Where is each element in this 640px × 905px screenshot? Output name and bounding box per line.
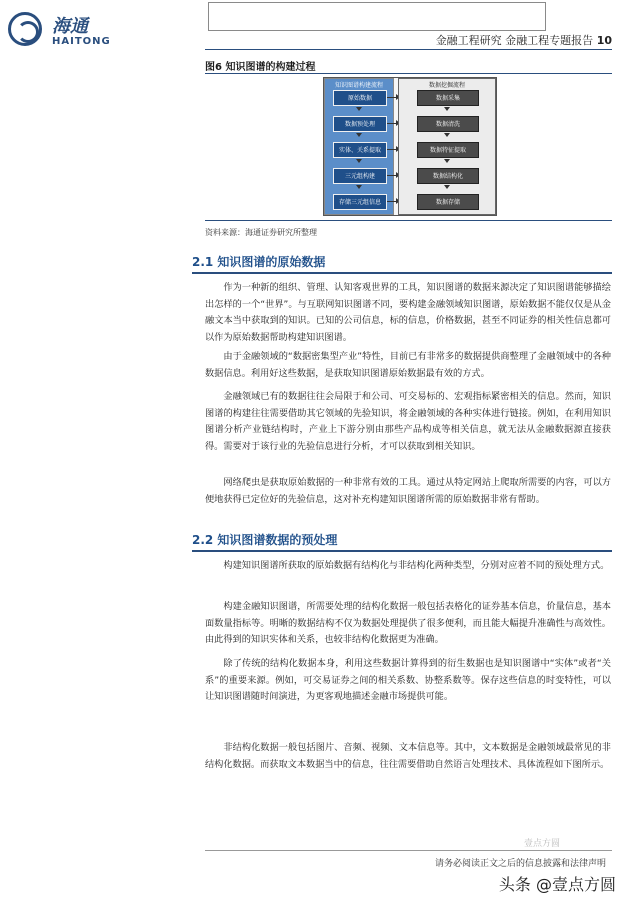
arrow-right-icon <box>387 175 397 176</box>
mining-step-3: 数据特征提取 <box>417 142 479 158</box>
section-2-2-paragraph: 除了传统的结构化数据本身，利用这些数据计算得到的衍生数据也是知识图谱中“实体”或者“关系”的重要来源。例如，可交易证券之间的相关系数、协整系数等。保存这些信息的时变特性，可以让知识图谱随时间演进，为更客观地描述金融市场提供可能。 <box>205 658 611 702</box>
section-2-2-rule <box>192 550 612 552</box>
logo-en-text: HAITONG <box>52 36 111 47</box>
arrow-right-icon <box>387 149 397 150</box>
figure-caption: 图6 知识图谱的构建过程 <box>205 62 316 73</box>
section-2-2-paragraph: 构建知识图谱所获取的原始数据有结构化与非结构化两种类型，分别对应着不同的预处理方式。 <box>223 560 610 571</box>
header-divider <box>205 49 612 50</box>
section-2-1-title: 2.1 知识图谱的原始数据 <box>192 255 326 269</box>
mining-step-1: 数据采集 <box>417 90 479 106</box>
kg-step-2: 数据预处理 <box>333 116 387 132</box>
disclaimer-note: 请务必阅读正文之后的信息披露和法律声明 <box>434 859 606 869</box>
kg-flow-column <box>324 78 394 215</box>
section-2-1-rule <box>192 272 612 274</box>
logo-cn-text: 海通 <box>52 16 88 37</box>
arrow-down-icon <box>356 107 362 111</box>
kg-step-4: 三元组构建 <box>333 168 387 184</box>
mining-step-5: 数据存储 <box>417 194 479 210</box>
mining-flow-title: 数据挖掘流程 <box>428 82 465 89</box>
mining-flow-column <box>398 78 496 215</box>
arrow-down-icon <box>444 107 450 111</box>
arrow-down-icon <box>444 159 450 163</box>
arrow-down-icon <box>356 185 362 189</box>
section-2-2-paragraph: 构建金融知识图谱，所需要处理的结构化数据一般包括表格化的证券基本信息，价量信息，基本面数量指标等。明晰的数据结构不仅为数据处理提供了很多便利，而且能大幅提升准确性与高效性。由此得到的知识实体和关系，也较非结构化数据更为准确。 <box>205 601 611 645</box>
page-number: 10 <box>596 34 612 47</box>
mining-step-2: 数据清洗 <box>417 116 479 132</box>
section-2-2-title: 2.2 知识图谱数据的预处理 <box>192 533 338 547</box>
arrow-right-icon <box>387 97 397 98</box>
arrow-down-icon <box>444 133 450 137</box>
footer-divider <box>205 850 612 851</box>
arrow-down-icon <box>444 185 450 189</box>
figure-top-rule <box>205 73 612 74</box>
figure-bottom-rule <box>205 220 612 221</box>
arrow-right-icon <box>387 123 397 124</box>
header-right-text: 金融工程研究 金融工程专题报告 <box>435 34 594 47</box>
section-2-2-paragraph: 非结构化数据一般包括图片、音频、视频、文本信息等。其中，文本数据是金融领域最常见的非结构化数据。而获取文本数据当中的信息，往往需要借助自然语言处理技术、具体流程如下图所示。 <box>205 742 611 770</box>
section-2-1-paragraph: 作为一种新的组织、管理、认知客观世界的工具，知识图谱的数据来源决定了知识图谱能够描绘出怎样的一个“世界”。与互联网知识图谱不同，要构建金融领域知识图谱，原始数据不能仅仅是从金融文本当中获取到的知识。已知的公司信息，标的信息，价格数据，甚至不同证券的相关性信息都可以作为原始数据帮助构建知识图谱。 <box>205 282 611 343</box>
header-report-title <box>436 32 612 48</box>
toutiao-watermark: 头条 @壹点方圆 <box>498 875 616 894</box>
kg-flow-title: 知识图谱构建流程 <box>334 82 383 89</box>
figure-source: 资料来源：海通证券研究所整理 <box>205 228 317 237</box>
kg-step-1: 原始数据 <box>333 90 387 106</box>
haitong-logo-icon <box>8 12 42 46</box>
kg-step-5: 存储三元组信息 <box>333 194 387 210</box>
arrow-down-icon <box>356 159 362 163</box>
haitong-logo <box>8 10 148 50</box>
section-2-1-paragraph: 网络爬虫是获取原始数据的一种非常有效的工具。通过从特定网站上爬取所需要的内容，可以方便地获得已定位好的先验信息，这对补充构建知识图谱所需的原始数据非常有帮助。 <box>205 477 611 505</box>
arrow-down-icon <box>356 133 362 137</box>
kg-construction-diagram <box>323 77 497 216</box>
section-2-1-paragraph: 由于金融领域的“数据密集型产业”特性，目前已有非常多的数据提供商整理了金融领域中的各种数据信息。利用好这些数据，是获取知识图谱原始数据最有效的方式。 <box>205 351 611 379</box>
faint-watermark: 壹点方圆 <box>523 839 560 849</box>
mining-step-4: 数据结构化 <box>417 168 479 184</box>
arrow-right-icon <box>387 201 397 202</box>
section-2-1-paragraph: 金融领域已有的数据往往会局限于和公司、可交易标的、宏观指标紧密相关的信息。然而，知识图谱的构建往往需要借助其它领域的先验知识，将金融领域的各种实体进行链接。例如，在利用知识图谱分析产业链结构时，产业上下游分别由那些产品构成等相关信息，就无法从金融数据源直接获得。需要对于该行业的先验信息进行分析，才可以获取到相关知识。 <box>205 391 611 452</box>
header-empty-box <box>208 2 546 31</box>
kg-step-3: 实体、关系提取 <box>333 142 387 158</box>
